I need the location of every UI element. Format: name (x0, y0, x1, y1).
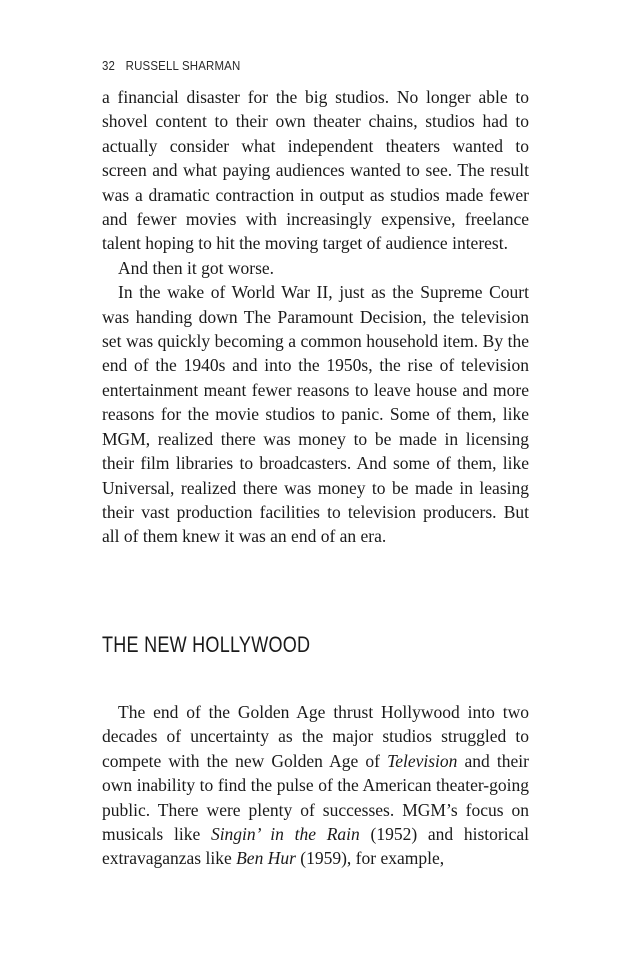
body-text (102, 85, 529, 549)
page-number: 32 (102, 58, 116, 73)
italic-title: Television (387, 750, 458, 771)
paragraph-continued: a financial disaster for the big studios. No longer able to shovel content to their own theater chains, studios had to actually consider what independent theaters wanted to screen and what paying audiences wanted to see. The result was a dramatic contraction in output as studios made fewer and fewer movies with increasingly expensive, freelance talent hoping to hit the moving target of audience interest. (102, 87, 529, 254)
running-header (102, 58, 240, 73)
text-run: (1959), for example, (295, 848, 445, 869)
paragraph: In the wake of World War II, just as the Supreme Court was handing down The Paramount Decision, the television set was quickly becoming a common household item. By the end of the 1940s and into the 1950s, the rise of television entertainment meant fewer reasons to leave house and more reasons for the movie studios to panic. Some of them, like MGM, realized there was money to be made in licensing their film libraries to broadcasters. And some of them, like Universal, realized there was money to be made in leasing their vast production facilities to television producers. But all of them knew it was an end of an era. (102, 282, 529, 547)
text-run: (1952) and historical extravaganzas like (102, 824, 530, 869)
italic-title: Ben Hur (236, 848, 296, 869)
section-body-text (102, 700, 529, 871)
section-heading: THE NEW HOLLYWOOD (102, 632, 311, 657)
text-run: and their own inability to find the pulse of the American theater-going public. There were plenty of successes. MGM’s focus on musicals like (102, 750, 529, 845)
paragraph (102, 700, 529, 871)
italic-title: Singin’ in the Rain (210, 824, 360, 845)
text-run: The end of the Golden Age thrust Hollywood into two decades of uncertainty as the major studios struggled to compete with the new Golden Age of (102, 702, 529, 771)
paragraph: And then it got worse. (118, 257, 275, 278)
author-name: RUSSELL SHARMAN (125, 58, 241, 73)
